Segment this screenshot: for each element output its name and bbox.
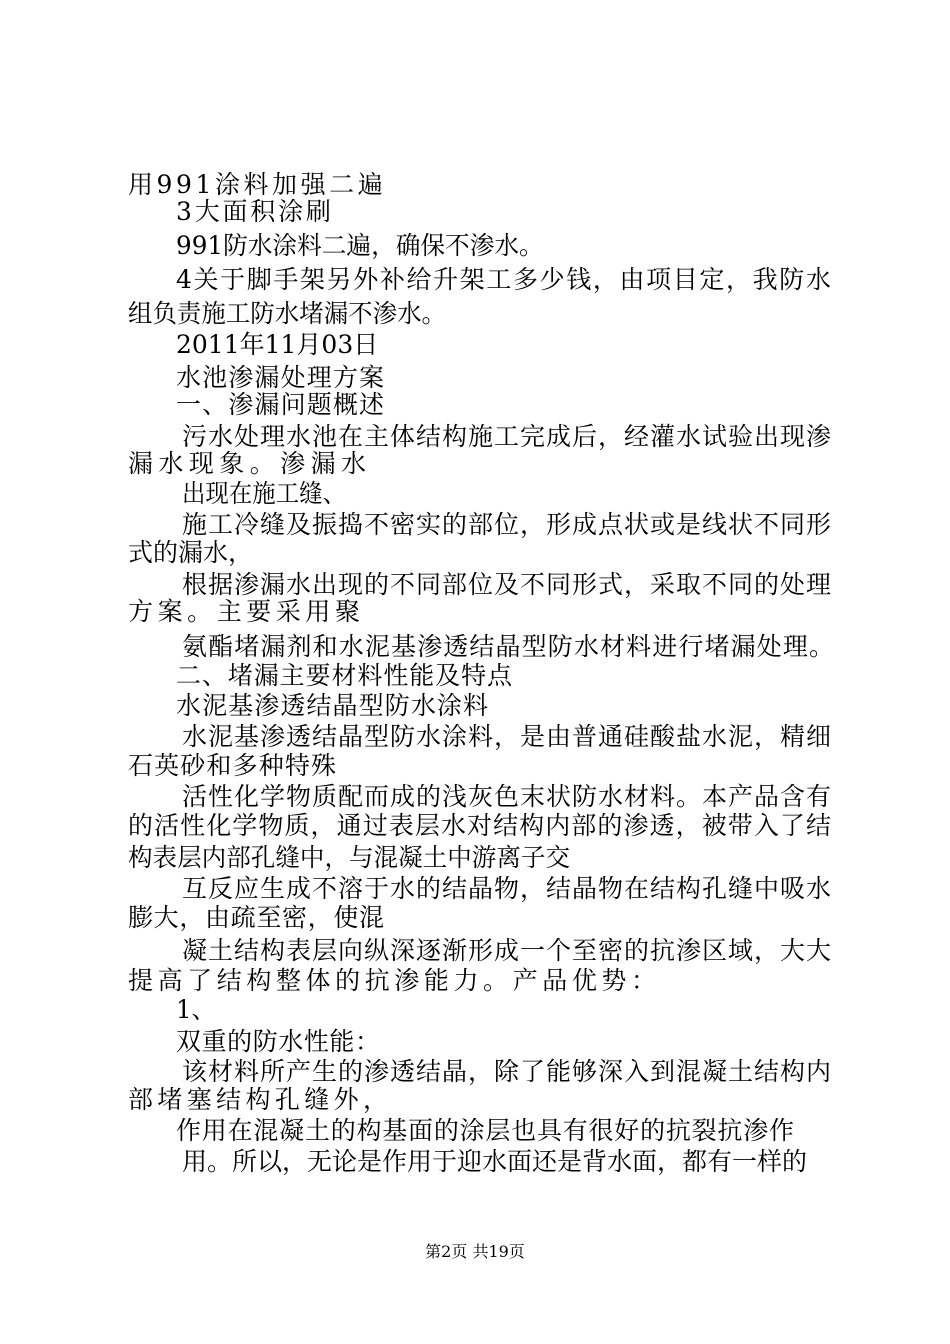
section-heading: 水池渗漏处理方案 bbox=[176, 363, 386, 392]
text-line: 双重的防水性能： bbox=[176, 1027, 381, 1056]
text-line: 污水处理水池在主体结构施工完成后，经灌水试验出现渗 bbox=[182, 422, 833, 451]
text-line: 用。所以，无论是作用于迎水面还是背水面，都有一样的 bbox=[182, 1147, 808, 1176]
text-line: 氨酯堵漏剂和水泥基渗透结晶型防水材料进行堵漏处理。 bbox=[182, 632, 836, 661]
text-line: 部堵塞结构孔缝外， bbox=[128, 1085, 393, 1114]
text-line: 式的漏水， bbox=[128, 538, 254, 567]
text-line: 漏水现象。渗漏水 bbox=[128, 449, 372, 478]
text-line: 出现在施工缝、 bbox=[182, 479, 347, 508]
text-line: 互反应生成不溶于水的结晶物，结晶物在结构孔缝中吸水 bbox=[182, 874, 833, 903]
text-line: 4关于脚手架另外补给升架工多少钱，由项目定，我防水 bbox=[176, 265, 833, 294]
text-line: 991防水涂料二遍，确保不渗水。 bbox=[176, 231, 544, 260]
text-line: 构表层内部孔缝中，与混凝土中游离子交 bbox=[128, 843, 571, 872]
text-line: 膨大，由疏至密，使混 bbox=[128, 903, 385, 932]
text-line: 施工冷缝及振捣不密实的部位，形成点状或是线状不同形 bbox=[182, 510, 833, 539]
text-line: 活性化学物质配而成的浅灰色末状防水材料。本产品含有 bbox=[182, 782, 833, 811]
text-line: 的活性化学物质，通过表层水对结构内部的渗透，被带入了结 bbox=[128, 811, 833, 840]
section-heading: 二、堵漏主要材料性能及特点 bbox=[176, 661, 513, 690]
text-line: 提高了结构整体的抗渗能力。产品优势： bbox=[128, 966, 661, 995]
text-line: 根据渗漏水出现的不同部位及不同形式，采取不同的处理 bbox=[182, 570, 833, 599]
text-line: 组负责施工防水堵漏不渗水。 bbox=[128, 299, 447, 328]
text-line: 作用在混凝土的构基面的涂层也具有很好的抗裂抗渗作 bbox=[176, 1116, 795, 1145]
text-line: 用991涂料加强二遍 bbox=[128, 170, 387, 199]
text-line: 2011年11月03日 bbox=[176, 330, 379, 359]
text-line: 方案。主要采用聚 bbox=[128, 597, 365, 626]
text-line: 该材料所产生的渗透结晶，除了能够深入到混凝土结构内 bbox=[182, 1057, 833, 1086]
text-line: 3大面积涂刷 bbox=[176, 197, 334, 226]
text-line: 凝土结构表层向纵深逐渐形成一个至密的抗渗区域，大大 bbox=[182, 936, 833, 965]
text-line: 水泥基渗透结晶型防水涂料，是由普通硅酸盐水泥，精细 bbox=[182, 722, 833, 751]
page-number-footer: 第2页 共19页 bbox=[425, 1242, 525, 1261]
text-line: 石英砂和多种特殊 bbox=[128, 751, 338, 780]
text-line: 1、 bbox=[176, 995, 216, 1024]
text-line: 水泥基渗透结晶型防水涂料 bbox=[176, 691, 490, 720]
section-heading: 一、渗漏问题概述 bbox=[176, 390, 386, 419]
